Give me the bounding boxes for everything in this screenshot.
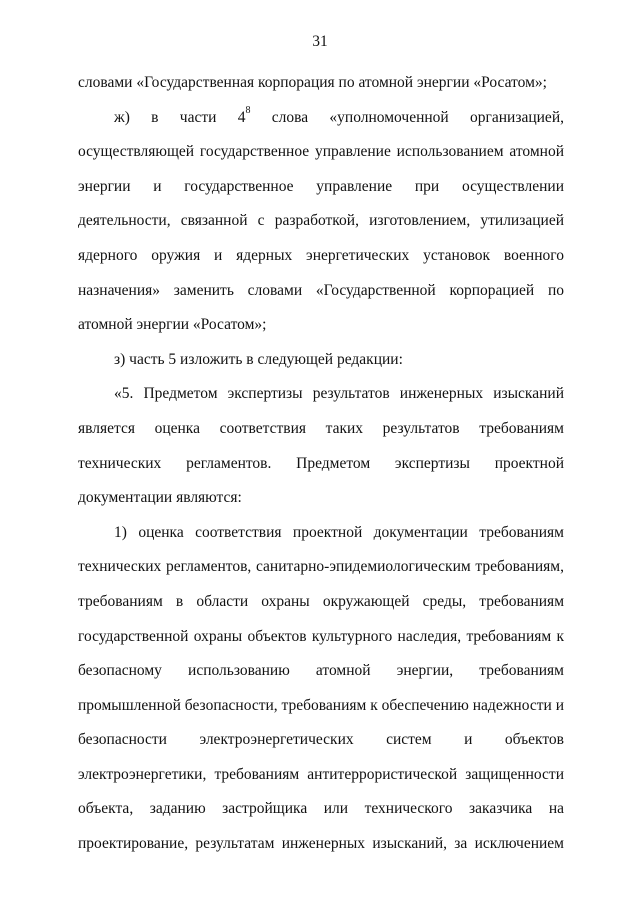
- paragraph-2-prefix: ж) в части 4: [114, 108, 246, 126]
- paragraph-2: [78, 101, 564, 343]
- paragraph-2-superscript: 8: [245, 105, 251, 117]
- paragraph-4: «5. Предметом экспертизы результатов инженерных изысканий является оценка соответствия таких результатов требованиям технических регламентов. Предметом экспертизы проектной документации являются:: [78, 385, 564, 507]
- paragraph-1: словами «Государственная корпорация по атомной энергии «Росатом»;: [78, 74, 547, 91]
- page-number: 31: [312, 33, 328, 50]
- paragraph-3: з) часть 5 изложить в следующей редакции:: [114, 350, 403, 368]
- document-body: [78, 66, 564, 862]
- paragraph-2-text: слова «уполномоченной организацией, осуществляющей государственное управление использованием атомной энергии и государственное управление при осуществлении деятельности, связанной с разработкой, изготовлением, утилизацией ядерного оружия и ядерных энергетических установок военного назначения» заменить словами «Государственной корпорацией по атомной энергии «Росатом»;: [78, 108, 564, 334]
- paragraph-5: 1) оценка соответствия проектной документации требованиям технических регламентов, санитарно-эпидемиологическим требованиям, требованиям в области охраны окружающей среды, требованиям государственной охраны объектов культурного наследия, требованиям к безопасному использованию атомной энергии, требованиям промышленной безопасности, требованиям к обеспечению надежности и безопасности электроэнергетических систем и объектов электроэнергетики, требованиям антитеррористической защищенности объекта, заданию застройщика или технического заказчика на проектирование, результатам инженерных изысканий, за исключением: [78, 523, 564, 853]
